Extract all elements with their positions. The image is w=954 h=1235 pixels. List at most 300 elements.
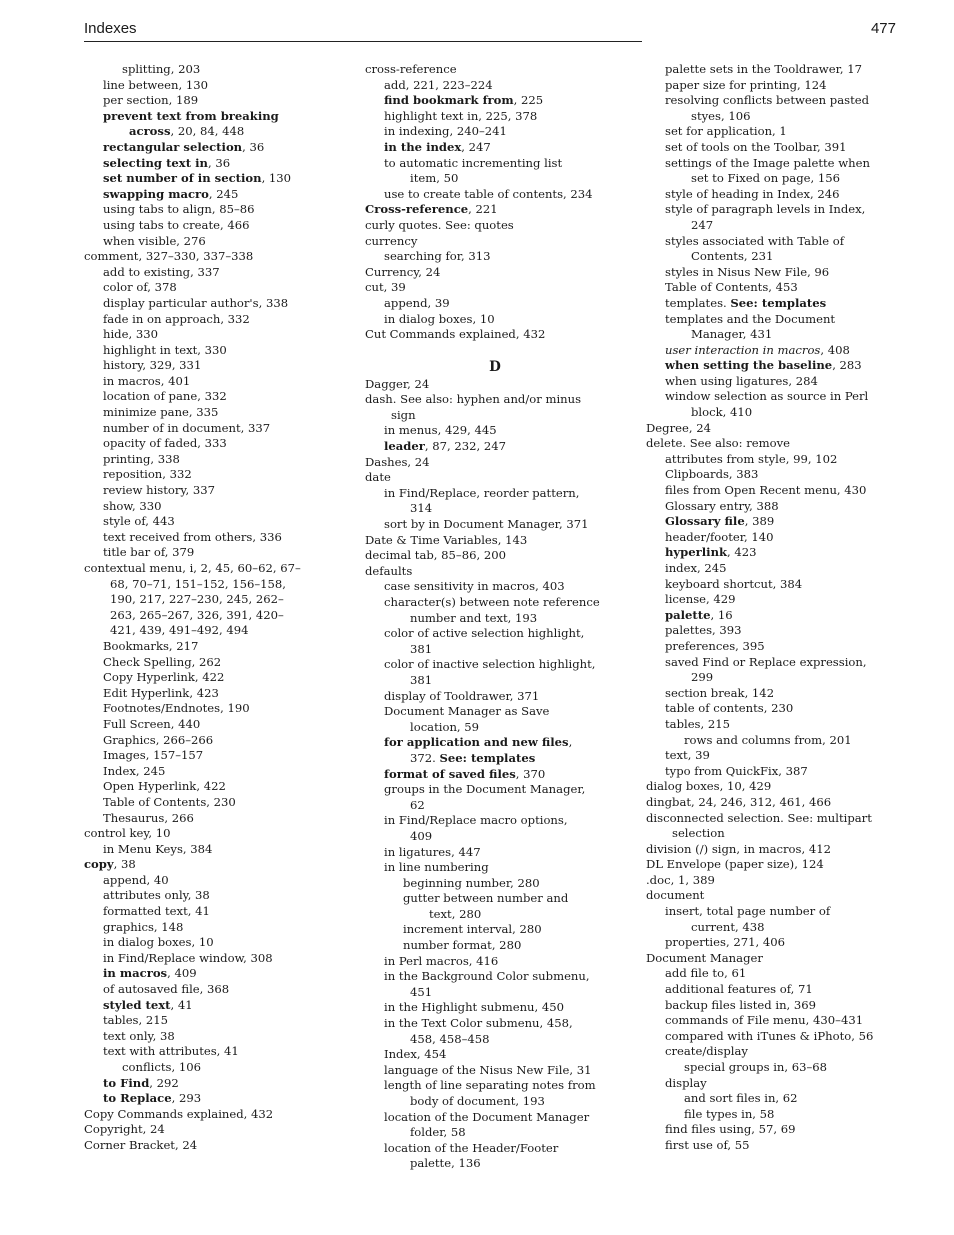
entry-text: styles associated with Table of (665, 233, 845, 248)
entry-text: in dialog boxes, 10 (384, 311, 495, 326)
index-entry (84, 249, 338, 265)
entry-text: special groups in, 63–68 (684, 1060, 828, 1074)
entry-text: , 87, 232, 247 (424, 439, 507, 454)
index-entry (365, 891, 625, 922)
index-entry (365, 533, 625, 549)
index-entry (84, 982, 338, 998)
index-entry (646, 421, 908, 437)
index-entry (646, 655, 908, 686)
index-entry (646, 374, 908, 390)
entry-text: , 20, 84, 448 (170, 124, 245, 139)
entry-text: reposition, 332 (103, 467, 192, 482)
entry-text: Full Screen, 440 (103, 716, 201, 731)
bold-term: See: templates (730, 295, 827, 310)
entry-text: templates and the Document (665, 311, 836, 326)
index-entry (365, 296, 625, 312)
index-entry (365, 486, 625, 517)
entry-text: disconnected selection. See: multipart (646, 810, 872, 825)
entry-text: 458, 458–458 (410, 1031, 490, 1046)
index-entry (84, 452, 338, 468)
entry-text: text, 39 (665, 748, 710, 763)
entry-text: per section, 189 (103, 93, 199, 108)
entry-text: properties, 271, 406 (665, 935, 785, 950)
entry-text: tables, 215 (103, 1013, 169, 1028)
index-entry (84, 1091, 338, 1107)
entry-text: files from Open Recent menu, 430 (665, 483, 867, 498)
bold-term: set number of in section (103, 171, 262, 186)
entry-text: length of line separating notes from (384, 1078, 596, 1093)
entry-text: typo from QuickFix, 387 (665, 763, 808, 778)
entry-text: in the Background Color submenu, (384, 969, 590, 984)
index-entry (365, 626, 625, 657)
index-entry (84, 187, 338, 203)
entry-text: Manager, 431 (691, 327, 773, 342)
index-entry (84, 467, 338, 483)
bold-term: Glossary file (665, 514, 745, 529)
entry-text: , 283 (832, 358, 862, 373)
index-entry (84, 904, 338, 920)
index-entry (84, 1060, 338, 1076)
bold-term: hyperlink (665, 545, 728, 560)
entry-text: , 247 (461, 139, 491, 154)
entry-text: of autosaved file, 368 (103, 982, 230, 997)
index-entry (646, 811, 908, 842)
index-entry (84, 93, 338, 109)
entry-text: comment, 327–330, 337–338 (84, 249, 254, 264)
entry-text: Glossary entry, 388 (665, 498, 779, 513)
entry-text: attributes only, 38 (103, 888, 210, 903)
index-entry (84, 842, 338, 858)
entry-text: location, 59 (410, 719, 480, 734)
index-entry (365, 579, 625, 595)
index-entry (365, 109, 625, 125)
entry-text: fade in on approach, 332 (103, 311, 250, 326)
index-entry (365, 202, 625, 218)
entry-text: find files using, 57, 69 (665, 1122, 796, 1137)
entry-text: in macros, 401 (103, 373, 191, 388)
entry-text: 372. (410, 750, 440, 765)
index-entry (84, 888, 338, 904)
index-entry (646, 483, 908, 499)
index-entry (646, 156, 908, 187)
entry-text: set for application, 1 (665, 124, 787, 139)
entry-text: , 423 (727, 545, 757, 560)
bold-term: styled text (103, 997, 171, 1012)
entry-text: Thesaurus, 266 (103, 810, 194, 825)
entry-text: append, 39 (384, 295, 450, 310)
entry-text: in Find/Replace window, 308 (103, 950, 273, 965)
index-entry (365, 93, 625, 109)
index-entry (646, 998, 908, 1014)
index-entry (84, 779, 338, 795)
index-entry (84, 483, 338, 499)
entry-text: location of the Header/Footer (384, 1140, 559, 1155)
index-entry (84, 78, 338, 94)
entry-text: current, 438 (691, 919, 765, 934)
entry-text: increment interval, 280 (403, 922, 542, 937)
entry-text: and sort files in, 62 (684, 1091, 798, 1106)
index-entry (84, 826, 338, 842)
index-entry (365, 327, 625, 343)
entry-text: sort by in Document Manager, 371 (384, 517, 589, 532)
entry-text: palettes, 393 (665, 623, 742, 638)
index-entry (84, 733, 338, 749)
entry-text: , 38 (113, 857, 136, 872)
entry-text: Cut Commands explained, 432 (365, 327, 546, 342)
entry-text: curly quotes. See: quotes (365, 217, 514, 232)
entry-text: saved Find or Replace expression, (665, 654, 867, 669)
entry-text: control key, 10 (84, 826, 171, 841)
index-entry (365, 470, 625, 486)
entry-text: Document Manager (646, 950, 763, 965)
index-entry (84, 639, 338, 655)
index-entry (84, 764, 338, 780)
entry-text: add file to, 61 (665, 966, 747, 981)
index-entry (365, 218, 625, 234)
entry-text: language of the Nisus New File, 31 (384, 1062, 592, 1077)
entry-text: 190, 217, 227–230, 245, 262– (110, 592, 284, 607)
index-entry (84, 966, 338, 982)
index-entry (84, 701, 338, 717)
entry-text: , (568, 735, 573, 750)
entry-text: use to create table of contents, 234 (384, 186, 593, 201)
entry-text: in Find/Replace macro options, (384, 813, 568, 828)
entry-text: , 16 (710, 607, 733, 622)
index-entry (646, 1013, 908, 1029)
index-entry (646, 1091, 908, 1107)
entry-text: Footnotes/Endnotes, 190 (103, 701, 250, 716)
index-entry (646, 358, 908, 374)
entry-text: searching for, 313 (384, 249, 491, 264)
entry-text: dialog boxes, 10, 429 (646, 779, 772, 794)
entry-text: in the Text Color submenu, 458, (384, 1016, 573, 1031)
index-entry (84, 561, 338, 639)
entry-text: formatted text, 41 (103, 904, 210, 919)
index-entry (365, 704, 625, 735)
index-entry (84, 1044, 338, 1060)
index-entry (365, 735, 625, 766)
entry-text: in Perl macros, 416 (384, 953, 499, 968)
entry-text: item, 50 (410, 171, 459, 186)
index-entry (365, 78, 625, 94)
bold-term: across (129, 124, 171, 139)
index-entry (365, 187, 625, 203)
index-entry (84, 998, 338, 1014)
entry-text: palette sets in the Tooldrawer, 17 (665, 62, 862, 76)
entry-text: display of Tooldrawer, 371 (384, 688, 540, 703)
entry-text: 62 (410, 797, 425, 812)
entry-text: title bar of, 379 (103, 545, 195, 560)
index-entry (365, 689, 625, 705)
entry-text: , 408 (820, 342, 850, 357)
index-entry (84, 545, 338, 561)
index-entry (365, 938, 625, 954)
bold-term: in the index (384, 139, 462, 154)
entry-text: Table of Contents, 230 (103, 794, 236, 809)
index-entry (365, 564, 625, 580)
bold-term: to Find (103, 1075, 150, 1090)
index-column-3 (646, 62, 908, 1154)
index-entry (365, 876, 625, 892)
entry-text: show, 330 (103, 498, 162, 513)
index-entry (646, 935, 908, 951)
entry-text: Document Manager as Save (384, 704, 550, 719)
bold-term: copy (84, 857, 114, 872)
entry-text: add to existing, 337 (103, 264, 220, 279)
index-entry (84, 857, 338, 873)
bold-term: when setting the baseline (665, 358, 833, 373)
index-entry (646, 514, 908, 530)
entry-text: conflicts, 106 (122, 1060, 201, 1074)
entry-text: create/display (665, 1044, 748, 1059)
index-entry (365, 140, 625, 156)
index-entry (84, 951, 338, 967)
entry-text: color of inactive selection highlight, (384, 657, 596, 672)
entry-text: , 293 (171, 1091, 202, 1106)
index-entry (646, 748, 908, 764)
index-entry (365, 455, 625, 471)
entry-text: paper size for printing, 124 (665, 77, 827, 92)
entry-text: date (365, 470, 391, 485)
entry-text: number and text, 193 (410, 610, 538, 625)
entry-text: display particular author's, 338 (103, 295, 289, 310)
entry-text: , 225 (513, 93, 544, 108)
index-entry (646, 779, 908, 795)
entry-text: tables, 215 (665, 716, 731, 731)
entry-text: in indexing, 240–241 (384, 124, 507, 139)
index-entry (84, 405, 338, 421)
entry-text: style of paragraph levels in Index, (665, 202, 866, 217)
entry-text: number of in document, 337 (103, 420, 271, 435)
entry-text: Copyright, 24 (84, 1122, 165, 1137)
index-entry (365, 1110, 625, 1141)
index-entry (84, 1107, 338, 1123)
entry-text: minimize pane, 335 (103, 405, 219, 420)
entry-text: Currency, 24 (365, 264, 441, 279)
entry-text: color of, 378 (103, 280, 177, 295)
entry-text: Copy Hyperlink, 422 (103, 670, 225, 685)
index-entry (646, 608, 908, 624)
index-entry (646, 436, 908, 452)
index-entry (646, 904, 908, 935)
index-entry (646, 343, 908, 359)
entry-text: , 130 (261, 171, 292, 186)
index-entry (646, 842, 908, 858)
entry-text: location of the Document Manager (384, 1109, 590, 1124)
entry-text: insert, total page number of (665, 904, 831, 919)
entry-text: 263, 265–267, 326, 391, 420– (110, 607, 284, 622)
entry-text: to automatic incrementing list (384, 155, 563, 170)
index-entry (365, 657, 625, 688)
entry-text: cut, 39 (365, 280, 406, 295)
index-entry (84, 655, 338, 671)
index-entry (365, 595, 625, 626)
index-entry (84, 389, 338, 405)
entry-text: splitting, 203 (122, 62, 201, 76)
entry-text: text received from others, 336 (103, 529, 282, 544)
entry-text: division (/) sign, in macros, 412 (646, 841, 831, 856)
index-entry (646, 265, 908, 281)
index-entry (365, 392, 625, 423)
index-entry (365, 234, 625, 250)
italic-term: user interaction in macros (665, 342, 821, 357)
index-entry (646, 857, 908, 873)
entry-text: highlight in text, 330 (103, 342, 227, 357)
index-entry (84, 296, 338, 312)
index-entry (84, 935, 338, 951)
entry-text: 68, 70–71, 151–152, 156–158, (110, 576, 286, 591)
index-entry (646, 623, 908, 639)
entry-text: in the Highlight submenu, 450 (384, 1000, 565, 1015)
index-entry (365, 377, 625, 393)
entry-text: delete. See also: remove (646, 436, 791, 451)
index-entry (646, 140, 908, 156)
entry-text: set to Fixed on page, 156 (691, 171, 840, 186)
bold-term: format of saved files (384, 766, 516, 781)
index-entry (646, 1138, 908, 1154)
index-entry (365, 969, 625, 1000)
index-entry (365, 423, 625, 439)
entry-text: when visible, 276 (103, 233, 206, 248)
entry-text: printing, 338 (103, 451, 180, 466)
entry-text: beginning number, 280 (403, 875, 540, 890)
entry-text: gutter between number and (403, 891, 569, 906)
entry-text: decimal tab, 85–86, 200 (365, 548, 506, 563)
entry-text: templates. (665, 295, 731, 310)
index-entry (365, 922, 625, 938)
index-entry (84, 795, 338, 811)
index-entry (646, 545, 908, 561)
index-entry (646, 888, 908, 904)
entry-text: color of active selection highlight, (384, 626, 585, 641)
index-entry (646, 764, 908, 780)
index-entry (84, 218, 338, 234)
bold-term: to Replace (103, 1091, 172, 1106)
index-entry (84, 1013, 338, 1029)
entry-text: case sensitivity in macros, 403 (384, 579, 565, 594)
entry-text: 247 (691, 217, 714, 232)
entry-text: highlight text in, 225, 378 (384, 108, 538, 123)
entry-text: append, 40 (103, 872, 169, 887)
entry-text: graphics, 148 (103, 919, 184, 934)
index-entry (646, 312, 908, 343)
entry-text: when using ligatures, 284 (665, 373, 818, 388)
entry-text: sign (391, 407, 416, 422)
index-entry (365, 312, 625, 328)
bold-term: prevent text from breaking (103, 108, 279, 123)
index-entry (646, 733, 908, 749)
index-entry (365, 439, 625, 455)
index-entry (365, 860, 625, 876)
index-entry (84, 748, 338, 764)
index-entry (646, 717, 908, 733)
index-entry (646, 530, 908, 546)
entry-text: rows and columns from, 201 (684, 732, 852, 747)
entry-text: in dialog boxes, 10 (103, 935, 214, 950)
index-entry (646, 966, 908, 982)
index-entry (365, 813, 625, 844)
entry-text: number format, 280 (403, 938, 522, 953)
index-entry (646, 561, 908, 577)
bold-term: Cross-reference (365, 202, 469, 217)
entry-text: using tabs to create, 466 (103, 217, 250, 232)
entry-text: body of document, 193 (410, 1094, 545, 1108)
index-entry (84, 514, 338, 530)
entry-text: Table of Contents, 453 (665, 280, 798, 295)
entry-text: Check Spelling, 262 (103, 654, 222, 669)
index-entry (84, 873, 338, 889)
entry-text: 314 (410, 501, 433, 516)
entry-text: 451 (410, 984, 433, 999)
entry-text: commands of File menu, 430–431 (665, 1013, 864, 1028)
entry-text: folder, 58 (410, 1125, 466, 1140)
entry-text: defaults (365, 563, 413, 578)
entry-text: Index, 454 (384, 1047, 447, 1062)
entry-text: hide, 330 (103, 327, 158, 342)
index-entry (365, 1000, 625, 1016)
entry-text: preferences, 395 (665, 638, 765, 653)
entry-text: Dagger, 24 (365, 376, 430, 391)
entry-text: , 221 (468, 202, 498, 217)
index-entry (365, 1047, 625, 1063)
entry-text: Bookmarks, 217 (103, 638, 199, 653)
entry-text: additional features of, 71 (665, 982, 813, 997)
index-entry (365, 845, 625, 861)
bold-term: leader (384, 439, 425, 454)
entry-text: Corner Bracket, 24 (84, 1137, 198, 1152)
entry-text: history, 329, 331 (103, 358, 202, 373)
entry-text: 299 (691, 670, 714, 685)
index-entry (365, 280, 625, 296)
index-entry (84, 499, 338, 515)
index-entry (84, 811, 338, 827)
index-entry (365, 265, 625, 281)
bold-term: for application and new files (384, 735, 569, 750)
entry-text: .doc, 1, 389 (646, 872, 715, 887)
header-title: Indexes (84, 20, 137, 37)
index-entry (84, 156, 338, 172)
index-entry (84, 343, 338, 359)
entry-text: add, 221, 223–224 (384, 77, 493, 92)
index-entry (365, 517, 625, 533)
entry-text: Index, 245 (103, 763, 166, 778)
index-entry (84, 312, 338, 328)
entry-text: text with attributes, 41 (103, 1044, 239, 1059)
entry-text: Date & Time Variables, 143 (365, 532, 528, 547)
index-entry (646, 187, 908, 203)
entry-text: currency (365, 233, 418, 248)
running-header (84, 20, 642, 42)
index-entry (646, 686, 908, 702)
index-entry (84, 686, 338, 702)
entry-text: in Find/Replace, reorder pattern, (384, 485, 580, 500)
index-entry (365, 156, 625, 187)
index-entry (646, 124, 908, 140)
entry-text: compared with iTunes & iPhoto, 56 (665, 1028, 874, 1043)
index-entry (646, 499, 908, 515)
index-entry (84, 530, 338, 546)
index-entry (646, 639, 908, 655)
index-entry (646, 1122, 908, 1138)
index-entry (646, 389, 908, 420)
index-entry (84, 1029, 338, 1045)
entry-text: in menus, 429, 445 (384, 423, 497, 438)
index-entry (84, 358, 338, 374)
entry-text: file types in, 58 (684, 1106, 775, 1121)
letter-heading: D (489, 358, 501, 375)
index-entry (84, 374, 338, 390)
index-column-2 (365, 62, 625, 1172)
